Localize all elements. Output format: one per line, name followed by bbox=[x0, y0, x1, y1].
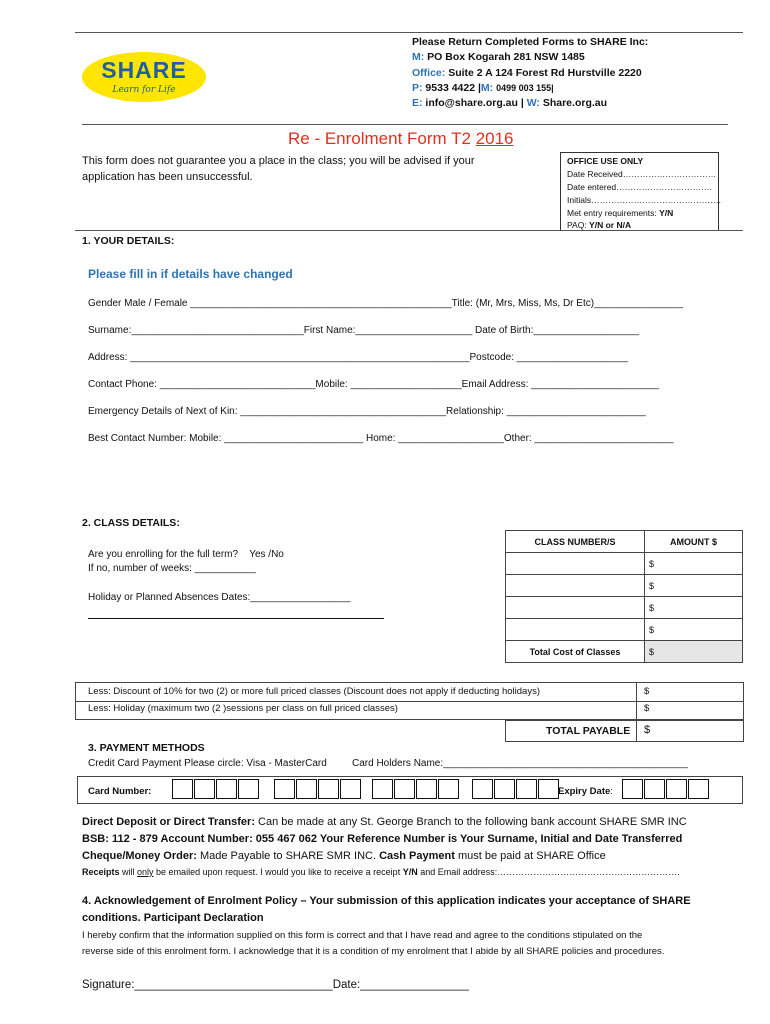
section2-title: 2. CLASS DETAILS: bbox=[82, 517, 180, 529]
logo-name: SHARE bbox=[101, 57, 187, 83]
card-digit-box[interactable] bbox=[438, 779, 459, 799]
address-row[interactable]: Address: _____________________________________________________________Postcode: ____________________ bbox=[88, 352, 628, 363]
less-box bbox=[75, 682, 744, 720]
class-number-cell[interactable] bbox=[506, 619, 645, 641]
date-entered: Date entered……………………………. bbox=[567, 182, 713, 192]
phone-line: P: 9533 4422 |M: 0499 003 155| bbox=[412, 82, 554, 94]
class-number-cell[interactable] bbox=[506, 597, 645, 619]
total-payable-amount[interactable]: $ bbox=[644, 724, 651, 736]
holiday-deduction-line: Less: Holiday (maximum two (2 )sessions per class on full priced classes) bbox=[88, 703, 398, 714]
amount-cell[interactable]: $ bbox=[645, 553, 743, 575]
card-digit-box[interactable] bbox=[372, 779, 393, 799]
expiry-digit-box[interactable] bbox=[666, 779, 687, 799]
card-holder-line[interactable]: Card Holders Name:____________________________________________ bbox=[352, 758, 688, 769]
logo-tagline: Learn for Life bbox=[112, 85, 176, 95]
enrolling-question: Are you enrolling for the full term? Yes /No bbox=[88, 549, 284, 560]
office-use-title: OFFICE USE ONLY bbox=[567, 156, 644, 166]
total-payable-box bbox=[505, 720, 744, 742]
amount-header: AMOUNT $ bbox=[645, 531, 743, 553]
card-digit-box[interactable] bbox=[394, 779, 415, 799]
card-digit-box[interactable] bbox=[538, 779, 559, 799]
emergency-row[interactable]: Emergency Details of Next of Kin: _____________________________________Relationship: _________________________ bbox=[88, 406, 646, 417]
deposit-line: Direct Deposit or Direct Transfer: Can be made at any St. George Branch to the following bank account SHARE SMR INC bbox=[82, 816, 687, 828]
best-contact-row[interactable]: Best Contact Number: Mobile: _________________________ Home: ___________________Other: _________________________ bbox=[88, 433, 674, 444]
declaration-line1: I hereby confirm that the information supplied on this form is correct and that I have read and agree to the conditions stipulated on the bbox=[82, 930, 643, 941]
discount-line: Less: Discount of 10% for two (2) or more full priced classes (Discount does not apply if deducting holidays) bbox=[88, 686, 540, 697]
card-digit-box[interactable] bbox=[194, 779, 215, 799]
section1-title: 1. YOUR DETAILS: bbox=[82, 235, 175, 247]
amount-cell[interactable]: $ bbox=[645, 619, 743, 641]
holiday-question[interactable]: Holiday or Planned Absences Dates:__________________ bbox=[88, 592, 351, 603]
section3-title: 3. PAYMENT METHODS bbox=[88, 742, 205, 754]
class-number-header: CLASS NUMBER/S bbox=[506, 531, 645, 553]
card-digit-box[interactable] bbox=[340, 779, 361, 799]
total-payable-divider bbox=[636, 721, 637, 741]
header-rule bbox=[82, 124, 728, 125]
receipts-line: Receipts will only be emailed upon request. I would you like to receive a receipt Y/N and Email address:……………………………………………………. bbox=[82, 867, 680, 877]
share-logo bbox=[82, 52, 206, 102]
total-cost-label: Total Cost of Classes bbox=[506, 641, 645, 663]
gender-title-row[interactable]: Gender Male / Female _______________________________________________Title: (Mr, Mrs, Miss, Ms, Dr Etc)________________ bbox=[88, 298, 684, 309]
class-number-cell[interactable] bbox=[506, 575, 645, 597]
card-digit-box[interactable] bbox=[216, 779, 237, 799]
contact-row[interactable]: Contact Phone: ____________________________Mobile: ____________________Email Address: _______________________ bbox=[88, 379, 660, 390]
disclaimer-line2: application has been unsuccessful. bbox=[82, 171, 253, 183]
card-digit-box[interactable] bbox=[318, 779, 339, 799]
section4-title-line1: 4. Acknowledgement of Enrolment Policy – Your submission of this application indicates your acceptance of SHARE bbox=[82, 895, 691, 907]
name-dob-row[interactable]: Surname:_______________________________First Name:_____________________ Date of Birth:___________________ bbox=[88, 325, 640, 336]
section1-subtitle: Please fill in if details have changed bbox=[88, 267, 293, 281]
card-digit-box[interactable] bbox=[416, 779, 437, 799]
less-row-divider bbox=[76, 701, 743, 702]
amount-cell[interactable]: $ bbox=[645, 575, 743, 597]
credit-card-line: Credit Card Payment Please circle: Visa - MasterCard bbox=[88, 758, 327, 769]
postal-address: M: PO Box Kogarah 281 NSW 1485 bbox=[412, 51, 585, 63]
card-digit-box[interactable] bbox=[238, 779, 259, 799]
holiday-amount[interactable]: $ bbox=[644, 703, 650, 714]
disclaimer-line1: This form does not guarantee you a place in the class; you will be advised if your bbox=[82, 155, 475, 167]
card-digit-box[interactable] bbox=[472, 779, 493, 799]
paq: PAQ: Y/N or N/A bbox=[567, 220, 632, 230]
email-web-line: E: info@share.org.au | W: Share.org.au bbox=[412, 97, 608, 109]
card-number-label: Card Number: bbox=[88, 786, 152, 797]
met-entry: Met entry requirements: Y/N bbox=[567, 208, 674, 218]
top-rule bbox=[75, 32, 743, 33]
card-digit-box[interactable] bbox=[494, 779, 515, 799]
discount-amount[interactable]: $ bbox=[644, 686, 650, 697]
holiday-extra-line bbox=[88, 618, 384, 619]
declaration-line2: reverse side of this enrolment form. I acknowledge that it is a condition of my enrolment that I abide by all SHARE policies and procedures. bbox=[82, 946, 665, 957]
date-received: Date Received…………………………… bbox=[567, 169, 717, 179]
card-digit-box[interactable] bbox=[274, 779, 295, 799]
cheque-line: Cheque/Money Order: Made Payable to SHARE SMR INC. Cash Payment must be paid at SHARE Office bbox=[82, 850, 606, 862]
total-payable-label: TOTAL PAYABLE bbox=[546, 725, 631, 737]
weeks-question[interactable]: If no, number of weeks: ___________ bbox=[88, 563, 256, 574]
initials: Initials………………………………………. bbox=[567, 195, 721, 205]
bsb-line: BSB: 112 - 879 Account Number: 055 467 062 Your Reference Number is Your Surname, Initial and Date Transferred bbox=[82, 833, 683, 845]
return-line: Please Return Completed Forms to SHARE Inc: bbox=[412, 36, 649, 48]
class-table bbox=[505, 530, 743, 663]
office-use-box bbox=[560, 152, 719, 231]
expiry-label: Expiry Date: bbox=[558, 786, 613, 797]
section4-title-line2: conditions. Participant Declaration bbox=[82, 912, 264, 924]
section1-rule bbox=[75, 230, 743, 231]
card-digit-box[interactable] bbox=[516, 779, 537, 799]
class-number-cell[interactable] bbox=[506, 553, 645, 575]
expiry-digit-box[interactable] bbox=[622, 779, 643, 799]
office-address: Office: Suite 2 A 124 Forest Rd Hurstville 2220 bbox=[412, 67, 642, 79]
signature-date-line[interactable]: Signature:_______________________________Date:_________________ bbox=[82, 979, 469, 991]
form-title: Re - Enrolment Form T2 2016 bbox=[288, 129, 514, 148]
card-digit-box[interactable] bbox=[296, 779, 317, 799]
total-cost-cell[interactable]: $ bbox=[645, 641, 743, 663]
expiry-digit-box[interactable] bbox=[644, 779, 665, 799]
card-digit-box[interactable] bbox=[172, 779, 193, 799]
amount-cell[interactable]: $ bbox=[645, 597, 743, 619]
expiry-digit-box[interactable] bbox=[688, 779, 709, 799]
